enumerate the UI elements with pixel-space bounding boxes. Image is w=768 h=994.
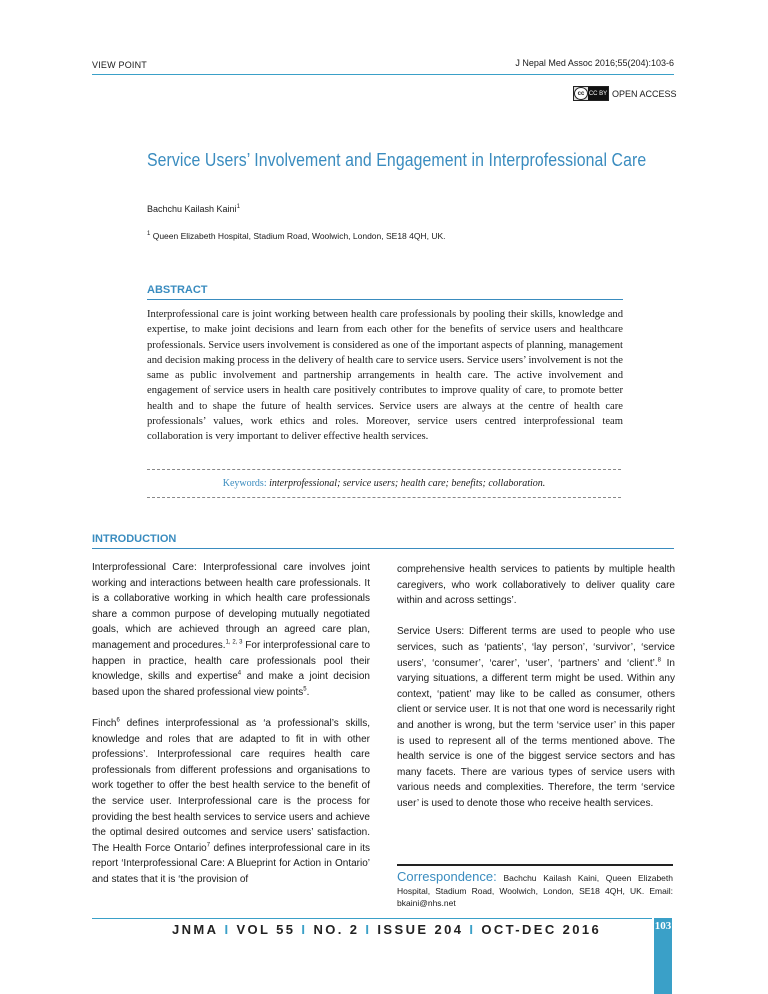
para-text: and make a joint decision based upon the shared professional view points <box>92 671 370 698</box>
footer-separator: I <box>365 922 372 937</box>
footer-volume: VOL 55 <box>236 922 296 937</box>
paragraph-interprofessional-care <box>92 560 370 700</box>
para-text: defines interprofessional as ‘a professional’s skills, knowledge and roles that are adapted to fit in with other professions’. Interprofessional care requires health care professionals from different professions and organisations to work together to offer the best health service to the benefit of the service user. Interprofessional care is the process for providing the best health services to service users and achieve the optimal desired outcomes and service users’ satisfaction. The Health Force Ontario <box>92 717 370 854</box>
para-text: For interprofessional care to happen in practice, health care professionals pool their knowledge, skills and expertise <box>92 639 371 683</box>
affiliation-sup: 1 <box>147 231 151 238</box>
para-text: Finch <box>92 717 117 729</box>
right-column <box>397 562 675 827</box>
keywords-value: interprofessional; service users; health care; benefits; collaboration. <box>269 478 546 489</box>
article-title: Service Users’ Involvement and Engagement in Interprofessional Care <box>147 150 647 170</box>
introduction-heading: INTRODUCTION <box>92 533 177 545</box>
paragraph-service-users <box>397 624 675 811</box>
para-text: In varying situations, a different term might be used. Within any context, ‘patient’ may like to be called as consumer, others client or service user. It is not that one word is necessarily right and another is wrong, but the term ‘service user’ in this paper is used to represent all of the terms mentioned above. The health service is one of the biggest service sectors and has many facets. There are various types of service users with various needs and complexities. Therefore, the term ‘service user’ is used to denote those who receive health services. <box>397 657 675 809</box>
cc-icon: cc <box>574 87 588 100</box>
citation-sup: 8 <box>657 657 661 664</box>
footer-separator: I <box>301 922 308 937</box>
page-number: 103 <box>654 920 672 932</box>
author-name: Bachchu Kailash Kaini <box>147 204 237 214</box>
author-line <box>147 204 240 214</box>
footer-journal-info <box>172 922 601 937</box>
correspondence-text: Bachchu Kailash Kaini, Queen Elizabeth Hospital, Stadium Road, Woolwich, London, SE18 4QH, UK. Email: bkaini@nhs.net <box>397 873 673 908</box>
journal-citation: J Nepal Med Assoc 2016;55(204):103-6 <box>515 58 674 68</box>
footer-number: NO. 2 <box>313 922 360 937</box>
footer-separator: I <box>469 922 476 937</box>
abstract-text: Interprofessional care is joint working between health care professionals by pooling their skills, knowledge and expertise, to make joint decisions and learn from each other for the benefits of service users and healthcare professionals. Service users involvement is considered as one of the important aspects of planning, management and decision making process in the delivery of health care to service users. Service users’ involvement is not the same as public involvement and partnership arrangements in health care. The active involvement and engagement of service users in health care positively contributes to improve quality of care, to promote better health and to shape the future of health services. Service users are always at the centre of health care professionals’ values, work ethics and roles. Moreover, service users centred interprofessional team collaboration is very important to deliver effective health services. <box>147 309 623 443</box>
citation-sup: 6 <box>116 717 120 724</box>
paragraph-finch <box>92 716 370 888</box>
abstract-divider <box>147 299 623 300</box>
para-text: Service Users: Different terms are used to people who use services, such as ‘patients’, ‘lay person’, ‘survivor’, ‘service users’, ‘consumer’, ‘carer’, ‘user’, ‘partners’ and ‘client’. <box>397 626 675 669</box>
affiliation-text: Queen Elizabeth Hospital, Stadium Road, Woolwich, London, SE18 4QH, UK. <box>152 231 446 241</box>
para-text: defines interprofessional care in its report ‘Interprofessional Care: A Blueprint for Action in Ontario’ and states that it is ‘the provision of <box>92 842 370 885</box>
abstract-heading: ABSTRACT <box>147 284 208 296</box>
header-divider <box>92 74 674 75</box>
citation-sup: 4 <box>237 670 242 677</box>
footer-divider <box>92 918 652 919</box>
citation-sup: 7 <box>206 842 211 849</box>
para-text: . <box>306 686 310 698</box>
citation-sup: 5 <box>303 686 307 693</box>
introduction-divider <box>92 548 674 549</box>
keywords-label: Keywords: <box>222 478 267 489</box>
footer-journal: JNMA <box>172 922 219 937</box>
footer-separator: I <box>224 922 231 937</box>
footer-issue: ISSUE 204 <box>377 922 464 937</box>
paragraph-continued: comprehensive health services to patients by multiple health caregivers, who work collaboratively to deliver quality care within and across settings’. <box>397 564 675 607</box>
keywords-divider-bottom <box>147 497 621 498</box>
correspondence-divider <box>397 864 673 866</box>
footer-date: OCT-DEC 2016 <box>481 922 602 937</box>
keywords <box>147 478 621 489</box>
citation-sup: 1, 2, 3 <box>225 639 243 646</box>
license-badge-text: CC BY <box>588 87 608 100</box>
left-column <box>92 560 370 903</box>
para-text: Interprofessional Care: Interprofessional care involves joint working and interactions between health care professionals. It is a collaborative working in which health care professionals share a common purpose of developing mutually negotiated goals, which are achieved through an agreed care plan, management and procedures. <box>92 562 370 651</box>
section-label: VIEW POINT <box>92 60 148 70</box>
affiliation-line <box>147 231 446 241</box>
open-access-label: OPEN ACCESS <box>612 89 677 99</box>
keywords-divider-top <box>147 469 621 470</box>
correspondence-label: Correspondence: <box>397 869 497 884</box>
cc-by-license-icon[interactable] <box>573 86 609 101</box>
correspondence <box>397 871 673 910</box>
author-sup: 1 <box>236 204 240 210</box>
